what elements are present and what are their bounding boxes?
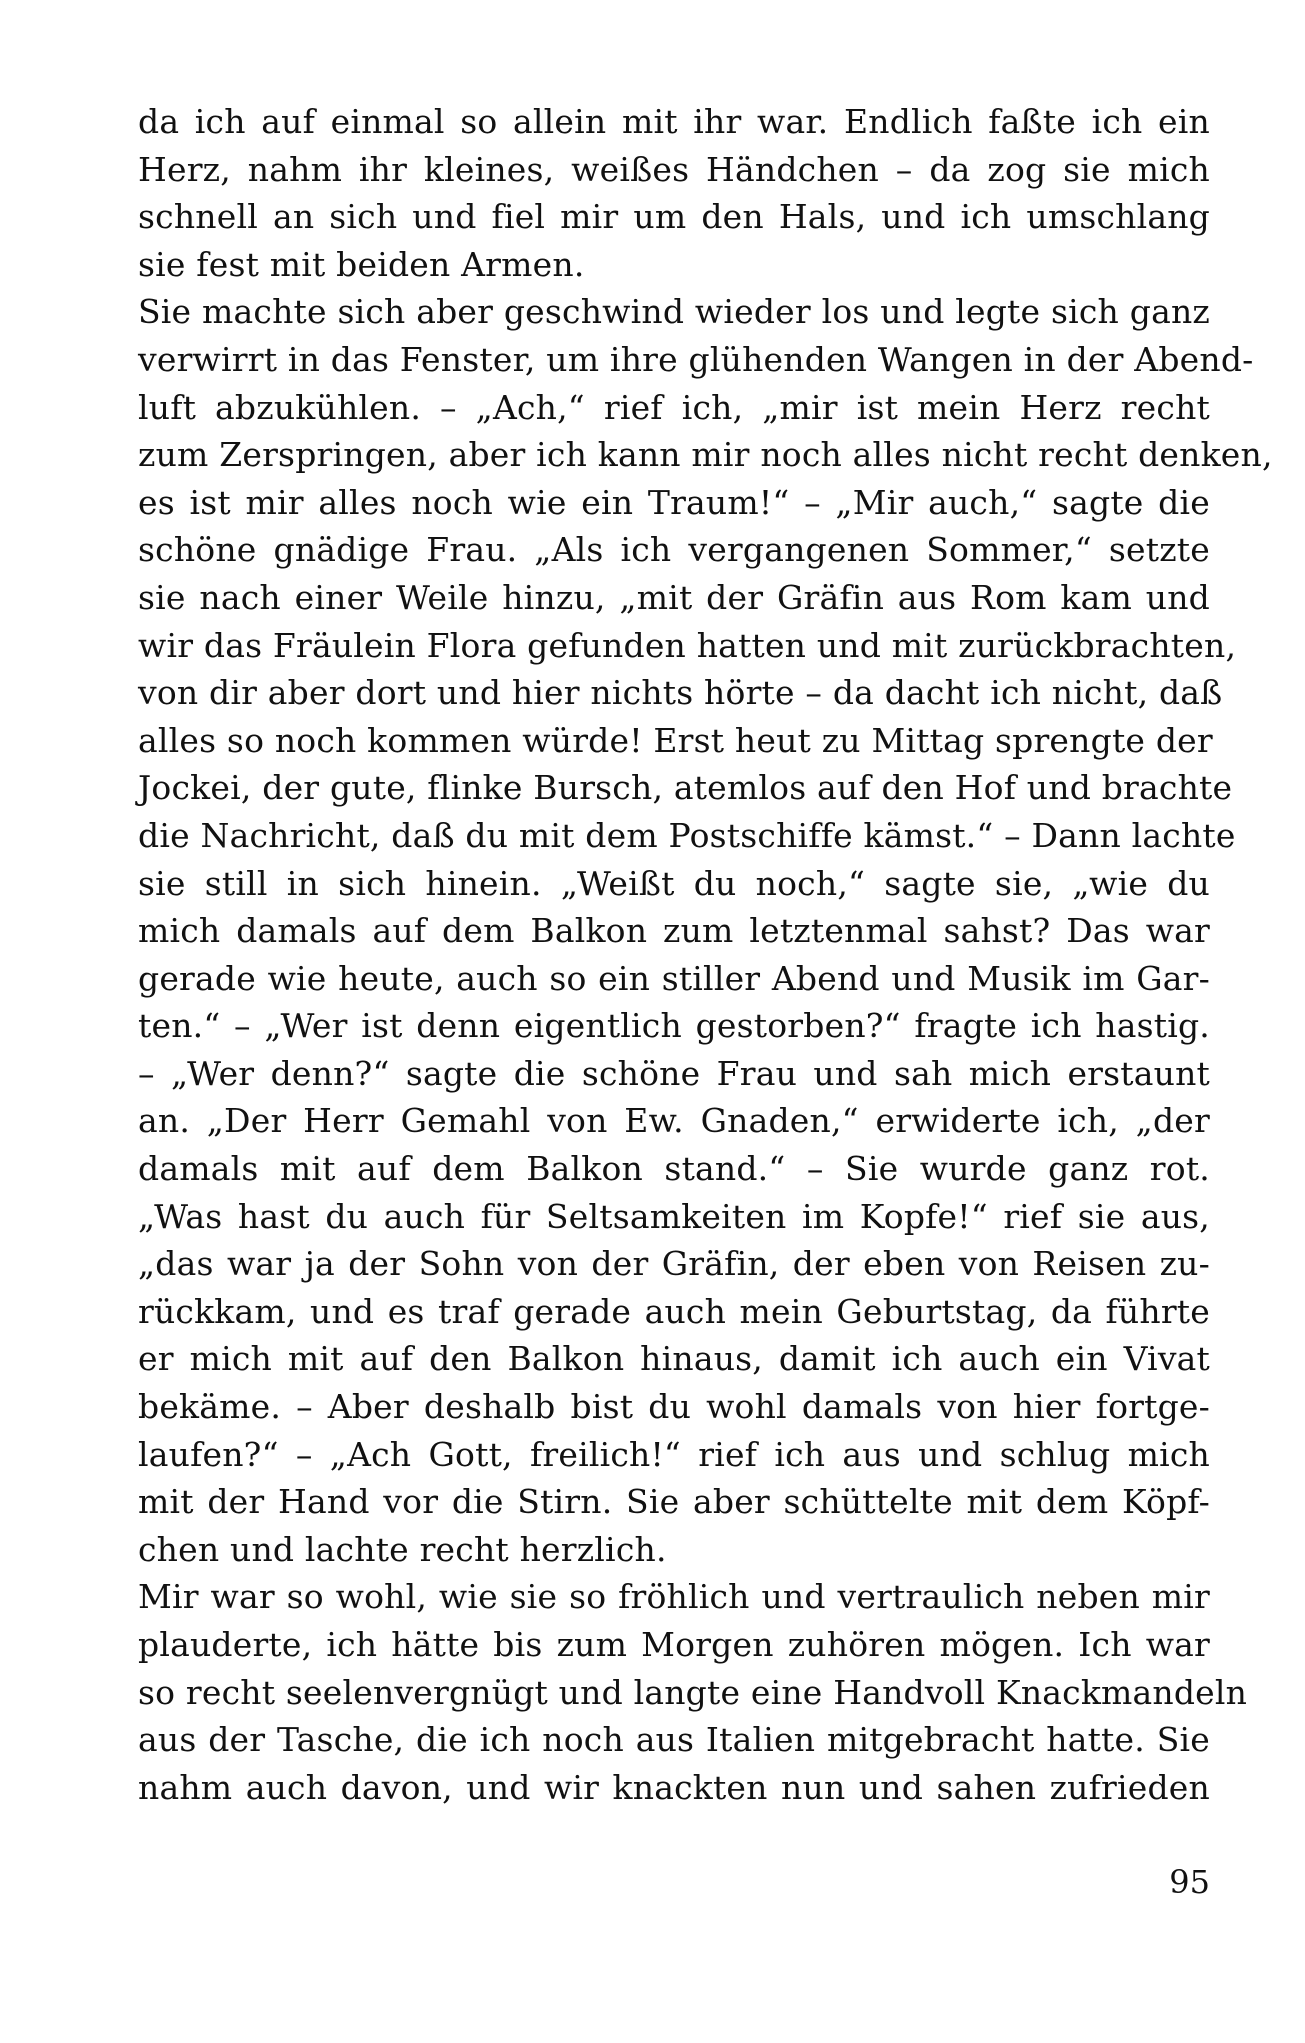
text-line: Jockei, der gute, flinke Bursch, atemlos auf den Hof und brachte <box>138 768 1233 808</box>
text-line: alles so noch kommen würde! Erst heut zu Mittag sprengte der <box>138 720 1213 760</box>
text-line: luft abzukühlen. – „Ach,“ rief ich, „mir ist mein Herz recht <box>138 387 1210 427</box>
text-line: gerade wie heute, auch so ein stiller Abend und Musik im Gar- <box>138 958 1210 998</box>
text-block <box>138 98 1273 1811</box>
text-line: chen und lachte recht herzlich. <box>138 1529 667 1569</box>
text-line: damals mit auf dem Balkon stand.“ – Sie wurde ganz rot. <box>138 1149 1210 1189</box>
text-line: verwirrt in das Fenster, um ihre glühenden Wangen in der Abend- <box>138 339 1254 379</box>
text-line: „Was hast du auch für Seltsamkeiten im Kopfe!“ rief sie aus, <box>138 1196 1210 1236</box>
text-line: zum Zerspringen, aber ich kann mir noch alles nicht recht denken, <box>138 435 1273 475</box>
text-line: er mich mit auf den Balkon hinaus, damit ich auch ein Vivat <box>138 1339 1210 1379</box>
text-line: schnell an sich und fiel mir um den Hals, und ich umschlang <box>138 197 1210 237</box>
text-line: ten.“ – „Wer ist denn eigentlich gestorben?“ fragte ich hastig. <box>138 1006 1210 1046</box>
text-line: plauderte, ich hätte bis zum Morgen zuhören mögen. Ich war <box>138 1625 1210 1664</box>
text-line: Mir war so wohl, wie sie so fröhlich und vertraulich neben mir <box>138 1577 1210 1617</box>
text-line: da ich auf einmal so allein mit ihr war. Endlich faßte ich ein <box>138 102 1210 141</box>
text-line: aus der Tasche, die ich noch aus Italien mitgebracht hatte. Sie <box>138 1720 1210 1760</box>
text-line: schöne gnädige Frau. „Als ich vergangenen Sommer,“ setzte <box>138 530 1210 570</box>
text-line: Herz, nahm ihr kleines, weißes Händchen – da zog sie mich <box>138 149 1210 189</box>
text-line: wir das Fräulein Flora gefunden hatten und mit zurückbrachten, <box>138 625 1237 665</box>
text-line: an. „Der Herr Gemahl von Ew. Gnaden,“ erwiderte ich, „der <box>138 1101 1210 1141</box>
text-line: nahm auch davon, und wir knackten nun und sahen zufrieden <box>138 1767 1210 1807</box>
text-line: sie still in sich hinein. „Weißt du noch,“ sagte sie, „wie du <box>138 863 1210 903</box>
text-line: von dir aber dort und hier nichts hörte – da dacht ich nicht, daß <box>138 673 1223 713</box>
text-line: die Nachricht, daß du mit dem Postschiffe kämst.“ – Dann lachte <box>138 815 1236 855</box>
text-line: mit der Hand vor die Stirn. Sie aber schüttelte mit dem Köpf- <box>138 1482 1210 1522</box>
text-line: so recht seelenvergnügt und langte eine Handvoll Knackmandeln <box>138 1672 1248 1712</box>
text-line: bekäme. – Aber deshalb bist du wohl damals von hier fortge- <box>138 1387 1210 1427</box>
text-line: sie nach einer Weile hinzu, „mit der Gräfin aus Rom kam und <box>138 577 1210 617</box>
text-line: laufen?“ – „Ach Gott, freilich!“ rief ich aus und schlug mich <box>138 1434 1210 1474</box>
text-line: sie fest mit beiden Armen. <box>138 244 585 284</box>
text-line: Sie machte sich aber geschwind wieder los und legte sich ganz <box>138 292 1210 332</box>
text-line: – „Wer denn?“ sagte die schöne Frau und sah mich erstaunt <box>138 1053 1210 1093</box>
text-line: es ist mir alles noch wie ein Traum!“ – „Mir auch,“ sagte die <box>138 482 1210 522</box>
text-line: mich damals auf dem Balkon zum letztenmal sahst? Das war <box>138 911 1210 951</box>
text-line: rückkam, und es traf gerade auch mein Geburtstag, da führte <box>138 1291 1210 1331</box>
text-line: „das war ja der Sohn von der Gräfin, der eben von Reisen zu- <box>138 1244 1210 1284</box>
page-number: 95 <box>1169 1863 1210 1901</box>
